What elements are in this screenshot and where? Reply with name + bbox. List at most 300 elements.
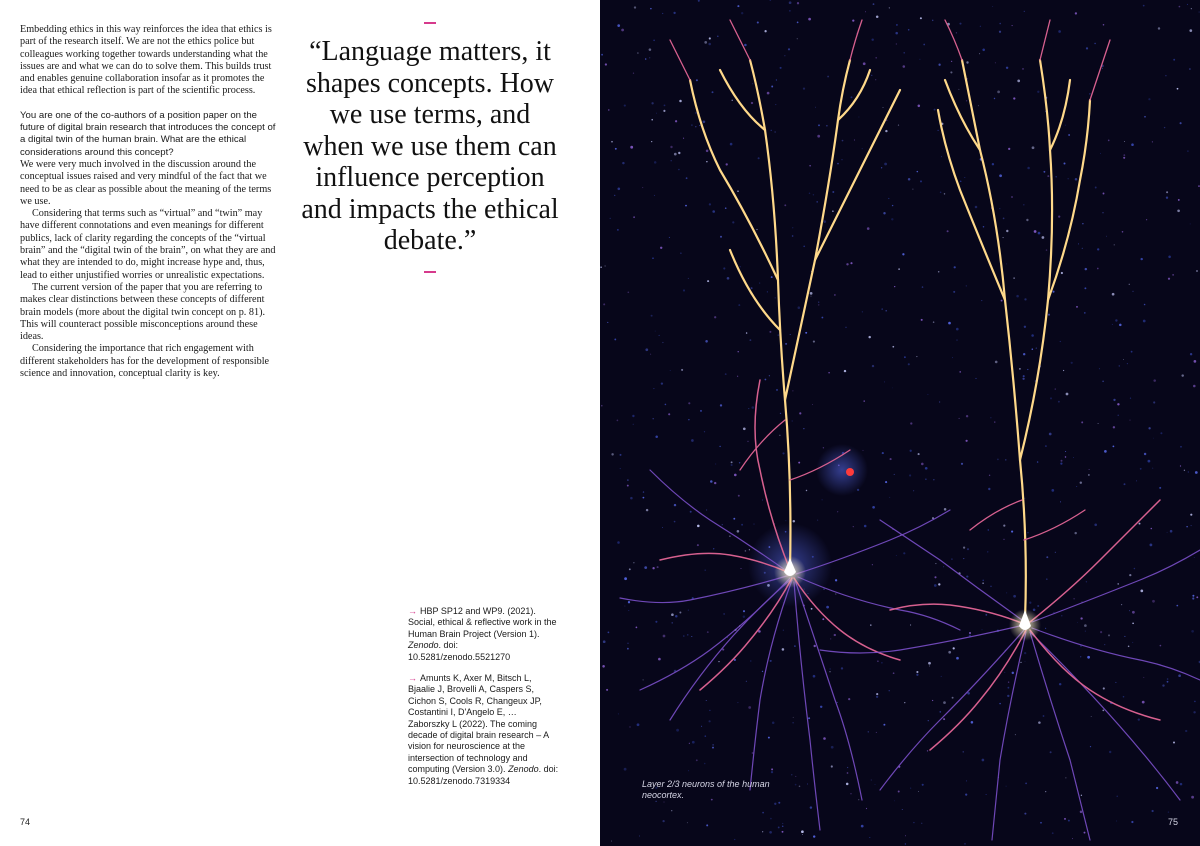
speckle: [731, 461, 733, 463]
speckle: [692, 741, 695, 744]
speckle: [671, 810, 672, 811]
speckle: [982, 49, 985, 52]
speckle: [910, 422, 912, 424]
speckle: [705, 735, 707, 737]
speckle: [898, 791, 900, 793]
speckle: [951, 558, 953, 560]
speckle: [1082, 223, 1083, 224]
speckle: [1052, 291, 1054, 293]
speckle: [699, 125, 700, 126]
speckle: [737, 5, 739, 7]
speckle: [655, 621, 657, 623]
speckle: [750, 660, 751, 661]
speckle: [646, 509, 648, 511]
speckle: [749, 339, 751, 341]
speckle: [709, 710, 710, 711]
speckle: [706, 161, 707, 162]
speckle: [1148, 460, 1151, 463]
speckle: [1102, 380, 1104, 382]
speckle: [822, 618, 824, 620]
speckle: [1168, 256, 1171, 259]
speckle: [664, 105, 666, 107]
speckle: [683, 635, 685, 637]
speckle: [1033, 609, 1036, 612]
speckle: [607, 322, 608, 323]
speckle: [1036, 347, 1037, 348]
speckle: [994, 422, 995, 423]
speckle: [889, 497, 890, 498]
speckle: [932, 20, 933, 21]
speckle: [709, 720, 711, 722]
speckle: [1190, 514, 1192, 516]
speckle: [994, 98, 995, 99]
speckle: [821, 499, 822, 500]
speckle: [1129, 610, 1130, 611]
speckle: [1108, 140, 1110, 142]
speckle: [1166, 197, 1168, 199]
speckle: [603, 640, 606, 643]
speckle: [1090, 746, 1091, 747]
speckle: [834, 294, 835, 295]
speckle: [789, 1, 792, 4]
speckle: [602, 665, 605, 668]
speckle: [608, 632, 610, 634]
speckle: [1068, 178, 1069, 179]
speckle: [1167, 532, 1168, 533]
speckle: [803, 88, 805, 90]
speckle: [1168, 811, 1169, 812]
speckle: [651, 315, 653, 317]
speckle: [1022, 378, 1024, 380]
speckle: [832, 191, 834, 193]
speckle: [1195, 471, 1198, 474]
speckle: [963, 547, 965, 549]
speckle: [674, 153, 677, 156]
speckle: [706, 824, 708, 826]
speckle: [1118, 415, 1119, 416]
speckle: [782, 452, 784, 454]
speckle: [771, 276, 773, 278]
speckle: [807, 784, 808, 785]
speckle: [1032, 348, 1034, 350]
speckle: [785, 520, 786, 521]
speckle: [1132, 623, 1134, 625]
speckle: [770, 660, 772, 662]
speckle: [1117, 583, 1119, 585]
speckle: [948, 322, 951, 325]
speckle: [1081, 795, 1082, 796]
speckle: [1006, 263, 1007, 264]
speckle: [1186, 526, 1187, 527]
speckle: [1038, 232, 1041, 235]
speckle: [837, 163, 839, 165]
speckle: [966, 780, 967, 781]
speckle: [1098, 423, 1099, 424]
speckle: [645, 348, 648, 351]
speckle: [767, 92, 770, 95]
speckle: [618, 713, 619, 714]
speckle: [956, 328, 959, 331]
speckle: [614, 195, 615, 196]
speckle: [733, 518, 735, 520]
speckle: [1080, 481, 1082, 483]
speckle: [1104, 644, 1105, 645]
speckle: [817, 520, 818, 521]
speckle: [743, 610, 745, 612]
speckle: [1119, 324, 1122, 327]
speckle: [853, 526, 854, 527]
speckle: [1180, 465, 1181, 466]
speckle: [862, 148, 863, 149]
speckle: [654, 195, 655, 196]
speckle: [1187, 4, 1188, 5]
speckle: [1143, 320, 1146, 323]
speckle: [1085, 268, 1087, 270]
speckle: [776, 79, 777, 80]
speckle: [893, 672, 895, 674]
speckle: [1026, 219, 1028, 221]
speckle: [655, 331, 656, 332]
speckle: [740, 568, 741, 569]
speckle: [740, 266, 741, 267]
speckle: [813, 675, 816, 678]
speckle: [1102, 68, 1103, 69]
speckle: [896, 24, 898, 26]
speckle: [1160, 645, 1162, 647]
apical-dendrite-left: [690, 60, 900, 570]
speckle: [633, 73, 634, 74]
speckle: [802, 834, 803, 835]
speckle: [848, 698, 850, 700]
speckle: [1029, 602, 1031, 604]
speckle: [958, 89, 959, 90]
speckle: [1152, 600, 1155, 603]
speckle: [771, 771, 773, 773]
speckle: [818, 302, 819, 303]
speckle: [749, 549, 750, 550]
speckle: [737, 530, 740, 533]
speckle: [808, 18, 811, 21]
speckle: [1006, 230, 1008, 232]
speckle: [865, 11, 866, 12]
speckle: [601, 405, 603, 407]
speckle: [782, 823, 783, 824]
speckle: [941, 676, 942, 677]
speckle: [1124, 483, 1126, 485]
speckle: [1162, 684, 1164, 686]
speckle: [1080, 811, 1083, 814]
speckle: [975, 378, 976, 379]
speckle: [1078, 243, 1079, 244]
speckle: [780, 413, 781, 414]
speckle: [1045, 791, 1046, 792]
speckle: [963, 558, 964, 559]
speckle: [784, 204, 786, 206]
speckle: [1141, 258, 1143, 260]
speckle: [615, 148, 617, 150]
speckle: [1129, 284, 1130, 285]
speckle: [639, 836, 640, 837]
speckle: [1066, 393, 1069, 396]
speckle: [908, 29, 910, 31]
speckle: [1108, 634, 1110, 636]
speckle: [792, 390, 793, 391]
speckle: [863, 400, 864, 401]
speckle: [943, 566, 944, 567]
speckle: [861, 825, 864, 828]
speckle: [713, 548, 714, 549]
speckle: [989, 475, 990, 476]
speckle: [1123, 359, 1124, 360]
speckle: [650, 354, 651, 355]
speckle: [966, 415, 968, 417]
reference-text: HBP SP12 and WP9. (2021). Social, ethical & reflective work in the Human Brain Project (Version 1).: [408, 606, 557, 639]
speckle: [981, 629, 982, 630]
speckle: [885, 310, 887, 312]
speckle: [986, 794, 987, 795]
speckle: [883, 107, 884, 108]
speckle: [1055, 176, 1057, 178]
speckle: [1094, 523, 1097, 526]
speckle: [964, 177, 965, 178]
speckle: [653, 39, 655, 41]
speckle: [791, 774, 792, 775]
speckle: [852, 19, 854, 21]
pull-quote: “Language matters, it shapes concepts. How we use terms, and when we use them can influence perception and impacts the ethical debate.”: [301, 36, 559, 256]
speckle: [775, 131, 776, 132]
speckle: [705, 570, 706, 571]
apical-branches-left: [670, 20, 862, 480]
speckle: [656, 113, 657, 114]
speckle: [910, 624, 911, 625]
speckle: [939, 711, 941, 713]
speckle: [1116, 820, 1117, 821]
speckle: [990, 586, 991, 587]
speckle: [953, 647, 955, 649]
body-paragraph: The current version of the paper that you are referring to makes clear distinctions between these concepts of different brain models (more about the digital twin concept on p. 81). This will counteract possible misconceptions around these ideas.: [20, 281, 266, 343]
speckle: [663, 635, 666, 638]
speckle: [688, 770, 689, 771]
speckle: [1151, 528, 1153, 530]
speckle: [1008, 148, 1010, 150]
speckle: [643, 491, 644, 492]
speckle: [1032, 146, 1035, 149]
speckle: [681, 369, 683, 371]
speckle: [611, 141, 613, 143]
speckle: [714, 316, 716, 318]
speckle: [744, 44, 747, 47]
speckle: [821, 317, 823, 319]
speckle: [772, 722, 775, 725]
speckle: [1082, 248, 1083, 249]
speckle: [1065, 777, 1066, 778]
speckle: [928, 720, 929, 721]
speckle: [934, 109, 936, 111]
speckle: [1017, 80, 1020, 83]
speckle: [1050, 397, 1052, 399]
speckle: [904, 356, 906, 358]
speckle: [1003, 525, 1005, 527]
speckle: [885, 481, 887, 483]
speckle: [1160, 432, 1162, 434]
speckle: [1176, 781, 1179, 784]
speckle: [913, 822, 914, 823]
speckle: [1109, 751, 1111, 753]
speckle: [1143, 5, 1145, 7]
speckle: [982, 759, 985, 762]
speckle: [965, 794, 967, 796]
speckle: [934, 584, 937, 587]
speckle: [1073, 457, 1074, 458]
speckle: [1064, 818, 1066, 820]
speckle: [826, 125, 828, 127]
speckle: [842, 140, 844, 142]
speckle: [1144, 453, 1146, 455]
speckle: [1043, 715, 1045, 717]
speckle: [630, 146, 633, 149]
speckle: [690, 511, 692, 513]
reference-item: [408, 673, 560, 787]
speckle: [1088, 474, 1089, 475]
speckle: [975, 206, 978, 209]
speckle: [732, 100, 733, 101]
speckle: [611, 453, 613, 455]
interview-question: You are one of the co-authors of a position paper on the future of digital brain research that introduces the concept of a digital twin of the human brain. What are the ethical considerations around this concept?: [20, 109, 276, 158]
speckle: [671, 613, 674, 616]
speckle: [1076, 306, 1078, 308]
speckle: [673, 12, 675, 14]
speckle: [748, 706, 751, 709]
speckle: [717, 36, 719, 38]
speckle: [726, 163, 728, 165]
speckle: [1167, 681, 1169, 683]
speckle: [1165, 75, 1167, 77]
speckle: [988, 488, 990, 490]
speckle: [850, 262, 852, 264]
speckle: [1194, 557, 1195, 558]
speckle: [663, 110, 665, 112]
speckle: [738, 351, 739, 352]
speckle: [748, 408, 749, 409]
speckle: [1084, 832, 1086, 834]
speckle: [1086, 581, 1087, 582]
speckle: [940, 192, 942, 194]
speckle: [679, 612, 681, 614]
speckle: [628, 610, 629, 611]
speckle: [894, 286, 895, 287]
speckle: [837, 511, 838, 512]
speckle: [746, 681, 747, 682]
body-paragraph: Embedding ethics in this way reinforces the idea that ethics is part of the research itself. We are not the ethics police but colleagues working together towards understanding what the issues are and what we can do to solve them. This builds trust and enables genuine collaboration insofar as it promotes the idea that ethical reflection is part of the scientific process.: [20, 24, 272, 97]
speckle: [662, 342, 663, 343]
speckle: [1123, 157, 1125, 159]
speckle: [883, 212, 885, 214]
speckle: [1061, 615, 1062, 616]
speckle: [1181, 374, 1183, 376]
speckle: [1084, 312, 1086, 314]
speckle: [969, 632, 971, 634]
speckle: [710, 480, 713, 483]
speckle: [620, 468, 621, 469]
speckle: [1122, 231, 1124, 233]
speckle: [891, 218, 893, 220]
arrow-icon: →: [408, 606, 417, 616]
speckle: [746, 332, 748, 334]
speckle: [1084, 287, 1086, 289]
speckle: [883, 724, 885, 726]
speckle: [1176, 605, 1178, 607]
speckle: [797, 2, 799, 4]
speckle: [847, 772, 849, 774]
speckle: [1124, 636, 1125, 637]
speckle: [743, 615, 745, 617]
speckle: [1196, 596, 1198, 598]
speckle: [1152, 468, 1153, 469]
speckle: [1073, 598, 1074, 599]
speckle: [894, 474, 895, 475]
references: [408, 606, 560, 797]
speckle: [1127, 363, 1128, 364]
speckle: [814, 645, 816, 647]
red-marker: [846, 468, 854, 476]
reference-doi: . doi: 10.5281/zenodo.5521270: [408, 640, 511, 662]
speckle: [1153, 379, 1156, 382]
speckle: [720, 404, 722, 406]
speckle: [688, 402, 690, 404]
speckle: [775, 297, 776, 298]
speckle: [696, 79, 698, 81]
speckle: [652, 257, 654, 259]
speckle: [719, 446, 720, 447]
speckle: [1011, 196, 1013, 198]
speckle: [938, 130, 939, 131]
speckle: [649, 57, 650, 58]
speckle: [629, 726, 630, 727]
speckle: [990, 417, 991, 418]
speckle: [1013, 97, 1015, 99]
speckle: [1100, 153, 1101, 154]
speckle: [720, 236, 722, 238]
speckle: [624, 577, 627, 580]
speckle: [997, 91, 1000, 94]
speckle: [1180, 446, 1182, 448]
speckle: [1167, 678, 1169, 680]
speckle: [605, 265, 606, 266]
speckle: [813, 835, 815, 837]
speckle: [1077, 622, 1078, 623]
speckle: [731, 464, 733, 466]
speckle: [1075, 12, 1077, 14]
speckle: [1179, 6, 1181, 8]
speckle: [782, 831, 784, 833]
speckle: [876, 696, 878, 698]
speckle: [1191, 525, 1192, 526]
speckle: [1180, 783, 1183, 786]
speckle: [1023, 204, 1025, 206]
speckle: [846, 263, 848, 265]
speckle: [651, 102, 653, 104]
speckle: [826, 606, 829, 609]
speckle: [771, 130, 772, 131]
speckle: [727, 277, 730, 280]
speckle: [1008, 682, 1009, 683]
speckle: [815, 107, 816, 108]
speckle: [797, 38, 798, 39]
speckle: [1019, 368, 1021, 370]
speckle: [757, 21, 759, 23]
speckle: [729, 535, 730, 536]
speckle: [1199, 12, 1200, 13]
